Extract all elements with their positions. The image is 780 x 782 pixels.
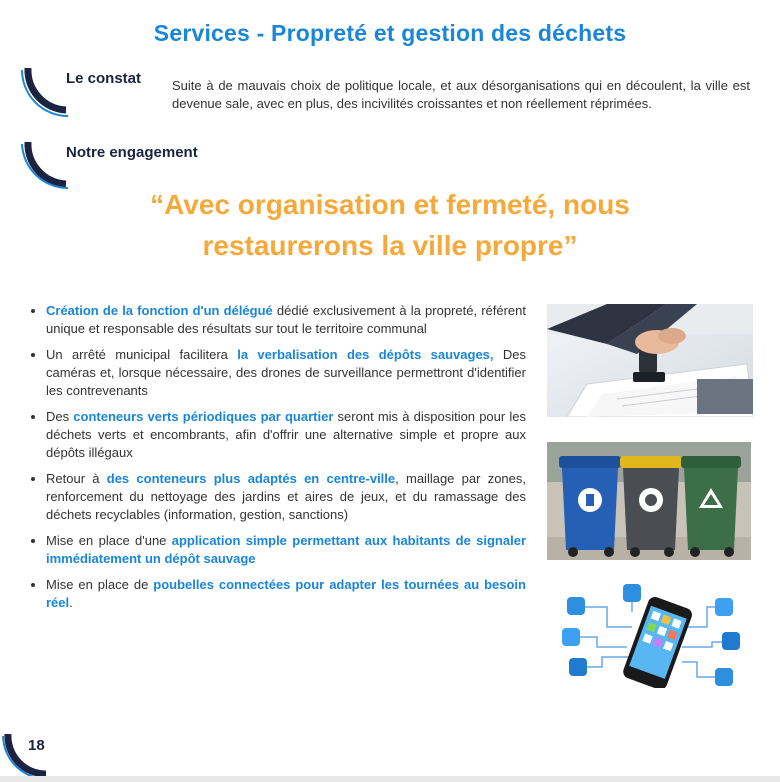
list-item: • Mise en place d'une application simple permettant aux habitants de signaler immédiatement un dépôt sauvage <box>46 532 526 568</box>
list-item: • Des conteneurs verts périodiques par quartier seront mis à disposition pour les déchets verts et encombrants, afin d'offrir une alternative simple et propre aux dépôts illégaux <box>46 408 526 462</box>
engagement-quote <box>60 184 720 266</box>
highlight-text: conteneurs verts périodiques par quartier <box>73 409 334 424</box>
stamp-photo <box>547 304 753 417</box>
list-item: • Création de la fonction d'un délégué dédié exclusivement à la propreté, référent unique et responsable des résultats sur tout le territoire communal <box>46 302 526 338</box>
page-title: Services - Propreté et gestion des déchets <box>153 20 627 46</box>
engagement-list <box>28 302 526 620</box>
highlight-text: application simple permettant aux habitants de signaler immédiatement un dépôt sauvage <box>46 533 527 566</box>
recycling-bins-photo <box>547 442 751 560</box>
highlight-text: des conteneurs plus adaptés en centre-ville <box>106 471 396 486</box>
engagement-label: Notre engagement <box>66 144 198 161</box>
list-item: • Un arrêté municipal facilitera la verbalisation des dépôts sauvages, Des caméras et, lorsque nécessaire, des drones de surveillance permettront d'identifier les contrevenants <box>46 346 526 400</box>
quote-line: restaurerons la ville propre” <box>202 230 578 261</box>
smartphone-apps-photo <box>547 582 753 688</box>
list-item: • Retour à des conteneurs plus adaptés en centre-ville, maillage par zones, renforcement du nettoyage des jardins et aires de jeux, et du ramassage des déchets recyclables (information, gestion, sanctions) <box>46 470 526 524</box>
quote-line: “Avec organisation et fermeté, nous <box>150 189 630 220</box>
highlight-text: poubelles connectées pour adapter les tournées au besoin réel <box>46 577 526 610</box>
constat-label: Le constat <box>66 70 142 87</box>
page-number: 18 <box>28 737 45 754</box>
section-arc-icon <box>20 140 70 190</box>
footer-divider <box>0 776 780 782</box>
section-arc-icon <box>20 66 70 118</box>
constat-text: Suite à de mauvais choix de politique locale, et aux désorganisations qui en découlent, la ville est devenue sale, avec en plus, des incivilités croissantes et non réellement réprimées. <box>172 78 750 111</box>
highlight-text: la verbalisation des dépôts sauvages, <box>237 347 494 362</box>
list-item: • Mise en place de poubelles connectées pour adapter les tournées au besoin réel. <box>46 576 526 612</box>
highlight-text: Création de la fonction d'un délégué <box>46 303 273 318</box>
